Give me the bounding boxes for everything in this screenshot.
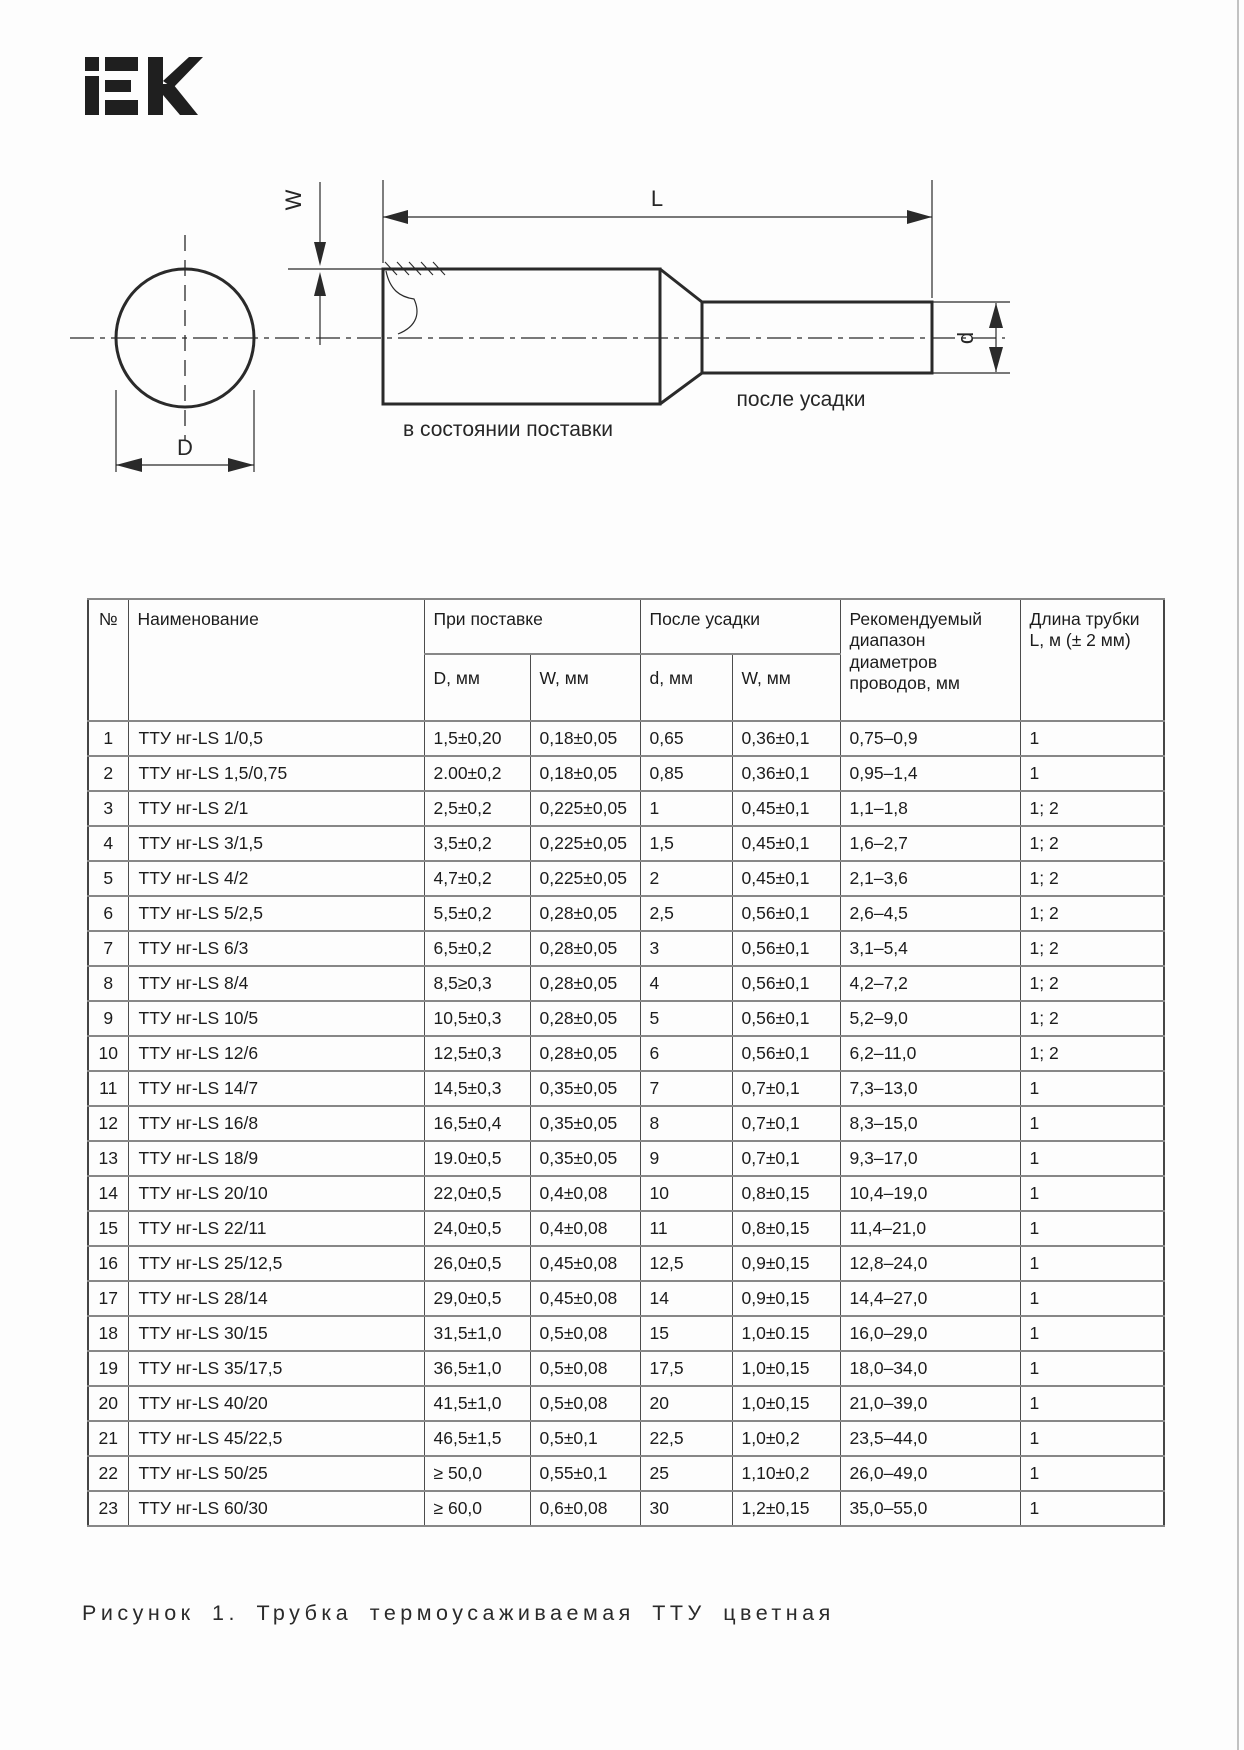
table-cell: ТТУ нг-LS 16/8 [128, 1106, 424, 1141]
table-row [88, 1351, 1164, 1386]
table-row [88, 931, 1164, 966]
table-cell: 4 [640, 966, 732, 1001]
table-cell: 0,56±0,1 [732, 966, 840, 1001]
table-row [88, 1176, 1164, 1211]
table-cell: 26,0–49,0 [840, 1456, 1020, 1491]
scan-edge-artifact [1237, 0, 1239, 1750]
table-cell: 1,5 [640, 826, 732, 861]
table-cell: 1 [1020, 1106, 1164, 1141]
col-header-tube-length: Длина трубки L, м (± 2 мм) [1020, 599, 1164, 721]
table-cell: 24,0±0,5 [424, 1211, 530, 1246]
table-cell: 1,5±0,20 [424, 721, 530, 756]
table-cell: 16,0–29,0 [840, 1316, 1020, 1351]
table-cell: 12,5 [640, 1246, 732, 1281]
table-cell: ТТУ нг-LS 40/20 [128, 1386, 424, 1421]
table-cell: 1 [1020, 1316, 1164, 1351]
table-cell: 41,5±1,0 [424, 1386, 530, 1421]
table-cell: 2,6–4,5 [840, 896, 1020, 931]
table-cell: 6 [88, 896, 128, 931]
table-cell: ТТУ нг-LS 18/9 [128, 1141, 424, 1176]
table-cell: 9,3–17,0 [840, 1141, 1020, 1176]
table-cell: 7 [640, 1071, 732, 1106]
table-cell: 16,5±0,4 [424, 1106, 530, 1141]
table-cell: 1; 2 [1020, 861, 1164, 896]
table-cell: 20 [640, 1386, 732, 1421]
col-subheader-D-supply: D, мм [424, 654, 530, 721]
table-cell: 1 [88, 721, 128, 756]
table-row [88, 1246, 1164, 1281]
table-cell: 1,6–2,7 [840, 826, 1020, 861]
table-cell: 0,36±0,1 [732, 721, 840, 756]
table-cell: 0,28±0,05 [530, 1001, 640, 1036]
dim-label-W: W [281, 189, 306, 211]
table-cell: 2 [640, 861, 732, 896]
table-cell: ТТУ нг-LS 1/0,5 [128, 721, 424, 756]
table-cell: 0,45±0,1 [732, 791, 840, 826]
table-cell: ТТУ нг-LS 10/5 [128, 1001, 424, 1036]
table-cell: 1; 2 [1020, 896, 1164, 931]
header-row-1 [88, 599, 1164, 654]
table-cell: ТТУ нг-LS 1,5/0,75 [128, 756, 424, 791]
table-cell: 46,5±1,5 [424, 1421, 530, 1456]
table-cell: 0,28±0,05 [530, 896, 640, 931]
table-cell: 0,95–1,4 [840, 756, 1020, 791]
table-cell: 1,1–1,8 [840, 791, 1020, 826]
table-cell: 1; 2 [1020, 966, 1164, 1001]
table-cell: 1 [1020, 1141, 1164, 1176]
table-cell: 0,28±0,05 [530, 966, 640, 1001]
table-row [88, 756, 1164, 791]
table-cell: 0,56±0,1 [732, 896, 840, 931]
dim-label-d: d [953, 331, 978, 345]
table-cell: 17,5 [640, 1351, 732, 1386]
technical-drawing [0, 140, 1244, 480]
table-cell: 1; 2 [1020, 931, 1164, 966]
table-cell: 10 [88, 1036, 128, 1071]
table-cell: 22,5 [640, 1421, 732, 1456]
dim-label-L: L [650, 186, 664, 211]
table-cell: 2,1–3,6 [840, 861, 1020, 896]
table-cell: 0,56±0,1 [732, 931, 840, 966]
wall-section-curve [386, 271, 417, 334]
table-cell: ≥ 50,0 [424, 1456, 530, 1491]
table-cell: 9 [640, 1141, 732, 1176]
col-subheader-W-after: W, мм [732, 654, 840, 721]
table-cell: 1,0±0,15 [732, 1386, 840, 1421]
table-cell: 0,35±0,05 [530, 1141, 640, 1176]
table-row [88, 1316, 1164, 1351]
table-cell: 0,5±0,08 [530, 1386, 640, 1421]
table-cell: 31,5±1,0 [424, 1316, 530, 1351]
table-cell: 0,75–0,9 [840, 721, 1020, 756]
col-subheader-d-after: d, мм [640, 654, 732, 721]
table-cell: 9 [88, 1001, 128, 1036]
table-cell: 0,28±0,05 [530, 1036, 640, 1071]
table-cell: 3 [88, 791, 128, 826]
table-cell: ≥ 60,0 [424, 1491, 530, 1526]
table-cell: 0,28±0,05 [530, 931, 640, 966]
table-cell: 5 [88, 861, 128, 896]
table-cell: 20 [88, 1386, 128, 1421]
table-cell: 0,7±0,1 [732, 1071, 840, 1106]
table-cell: 22 [88, 1456, 128, 1491]
table-row [88, 791, 1164, 826]
table-cell: 3,1–5,4 [840, 931, 1020, 966]
table-cell: 2 [88, 756, 128, 791]
iek-logo [85, 56, 203, 116]
table-cell: 0,7±0,1 [732, 1106, 840, 1141]
table-cell: 1; 2 [1020, 826, 1164, 861]
table-cell: ТТУ нг-LS 12/6 [128, 1036, 424, 1071]
table-cell: 26,0±0,5 [424, 1246, 530, 1281]
table-cell: 12,8–24,0 [840, 1246, 1020, 1281]
table-row [88, 896, 1164, 931]
table-cell: 0,4±0,08 [530, 1176, 640, 1211]
col-header-wire-range: Рекомендуемый диапазон диаметров проводов, мм [840, 599, 1020, 721]
table-cell: 11 [88, 1071, 128, 1106]
table-cell: 1 [1020, 756, 1164, 791]
table-cell: 14,4–27,0 [840, 1281, 1020, 1316]
table-cell: 18 [88, 1316, 128, 1351]
tube-taper-lines [660, 269, 702, 404]
table-cell: 21,0–39,0 [840, 1386, 1020, 1421]
table-row [88, 861, 1164, 896]
table-cell: 0,9±0,15 [732, 1281, 840, 1316]
table-cell: 1 [1020, 1246, 1164, 1281]
col-header-num: № [88, 599, 128, 721]
table-cell: ТТУ нг-LS 4/2 [128, 861, 424, 896]
table-cell: 30 [640, 1491, 732, 1526]
table-cell: ТТУ нг-LS 28/14 [128, 1281, 424, 1316]
table-cell: 0,45±0,08 [530, 1281, 640, 1316]
table-cell: 1 [1020, 721, 1164, 756]
table-cell: 12 [88, 1106, 128, 1141]
table-row [88, 1211, 1164, 1246]
table-cell: 0,225±0,05 [530, 861, 640, 896]
table-cell: 5,2–9,0 [840, 1001, 1020, 1036]
table-cell: 10,5±0,3 [424, 1001, 530, 1036]
table-cell: 1 [640, 791, 732, 826]
table-cell: 0,6±0,08 [530, 1491, 640, 1526]
table-cell: ТТУ нг-LS 50/25 [128, 1456, 424, 1491]
table-cell: 13 [88, 1141, 128, 1176]
table-cell: 1 [1020, 1386, 1164, 1421]
table-cell: 1; 2 [1020, 1001, 1164, 1036]
table-row [88, 721, 1164, 756]
table-cell: 0,55±0,1 [530, 1456, 640, 1491]
table-cell: 0,45±0,08 [530, 1246, 640, 1281]
table-cell: 0,5±0,1 [530, 1421, 640, 1456]
table-row [88, 1001, 1164, 1036]
table-cell: 29,0±0,5 [424, 1281, 530, 1316]
supply-state-label: в состоянии поставки [403, 418, 613, 441]
table-cell: 22,0±0,5 [424, 1176, 530, 1211]
table-cell: 11,4–21,0 [840, 1211, 1020, 1246]
table-cell: 36,5±1,0 [424, 1351, 530, 1386]
table-cell: 1,0±0,15 [732, 1351, 840, 1386]
table-cell: 1 [1020, 1281, 1164, 1316]
table-cell: 0,8±0,15 [732, 1176, 840, 1211]
table-cell: 8,3–15,0 [840, 1106, 1020, 1141]
table-cell: 0,9±0,15 [732, 1246, 840, 1281]
table-row [88, 966, 1164, 1001]
table-cell: 23,5–44,0 [840, 1421, 1020, 1456]
table-cell: 6,2–11,0 [840, 1036, 1020, 1071]
table-cell: 1; 2 [1020, 791, 1164, 826]
spec-table-body [88, 721, 1164, 1526]
table-cell: 14 [88, 1176, 128, 1211]
table-row [88, 1491, 1164, 1526]
table-cell: 0,5±0,08 [530, 1316, 640, 1351]
table-cell: 1,0±0,2 [732, 1421, 840, 1456]
table-row [88, 1106, 1164, 1141]
table-cell: 0,18±0,05 [530, 721, 640, 756]
table-cell: 8 [88, 966, 128, 1001]
table-cell: 5,5±0,2 [424, 896, 530, 931]
table-cell: 1 [1020, 1211, 1164, 1246]
table-cell: ТТУ нг-LS 2/1 [128, 791, 424, 826]
table-row [88, 1141, 1164, 1176]
table-cell: 0,35±0,05 [530, 1071, 640, 1106]
table-cell: 0,4±0,08 [530, 1211, 640, 1246]
table-cell: 0,45±0,1 [732, 861, 840, 896]
table-cell: 0,56±0,1 [732, 1001, 840, 1036]
table-cell: ТТУ нг-LS 25/12,5 [128, 1246, 424, 1281]
table-cell: 1 [1020, 1491, 1164, 1526]
table-cell: 2,5±0,2 [424, 791, 530, 826]
table-cell: 1 [1020, 1071, 1164, 1106]
table-cell: 25 [640, 1456, 732, 1491]
col-header-supply: При поставке [424, 599, 640, 654]
table-cell: 4,2–7,2 [840, 966, 1020, 1001]
table-cell: ТТУ нг-LS 20/10 [128, 1176, 424, 1211]
table-cell: 0,18±0,05 [530, 756, 640, 791]
table-cell: 0,7±0,1 [732, 1141, 840, 1176]
table-cell: 0,45±0,1 [732, 826, 840, 861]
table-cell: 1,2±0,15 [732, 1491, 840, 1526]
table-cell: ТТУ нг-LS 5/2,5 [128, 896, 424, 931]
table-cell: 12,5±0,3 [424, 1036, 530, 1071]
table-cell: 0,35±0,05 [530, 1106, 640, 1141]
table-cell: ТТУ нг-LS 30/15 [128, 1316, 424, 1351]
table-cell: 35,0–55,0 [840, 1491, 1020, 1526]
table-cell: 2,5 [640, 896, 732, 931]
table-cell: 19 [88, 1351, 128, 1386]
table-cell: 15 [640, 1316, 732, 1351]
table-row [88, 1421, 1164, 1456]
table-cell: 6 [640, 1036, 732, 1071]
table-cell: 4,7±0,2 [424, 861, 530, 896]
col-header-name: Наименование [128, 599, 424, 721]
table-cell: 0,225±0,05 [530, 791, 640, 826]
table-cell: 1 [1020, 1351, 1164, 1386]
table-cell: 8,5≥0,3 [424, 966, 530, 1001]
table-cell: 21 [88, 1421, 128, 1456]
table-cell: 6,5±0,2 [424, 931, 530, 966]
table-cell: 1 [1020, 1421, 1164, 1456]
table-cell: ТТУ нг-LS 60/30 [128, 1491, 424, 1526]
table-cell: ТТУ нг-LS 35/17,5 [128, 1351, 424, 1386]
table-row [88, 1386, 1164, 1421]
table-cell: 14 [640, 1281, 732, 1316]
table-cell: 1 [1020, 1176, 1164, 1211]
table-cell: 0,5±0,08 [530, 1351, 640, 1386]
table-cell: 15 [88, 1211, 128, 1246]
table-cell: 1; 2 [1020, 1036, 1164, 1071]
col-subheader-W-supply: W, мм [530, 654, 640, 721]
table-row [88, 1071, 1164, 1106]
table-cell: 3,5±0,2 [424, 826, 530, 861]
table-cell: 8 [640, 1106, 732, 1141]
table-cell: 0,65 [640, 721, 732, 756]
table-cell: 0,56±0,1 [732, 1036, 840, 1071]
table-cell: 19.0±0,5 [424, 1141, 530, 1176]
table-cell: 18,0–34,0 [840, 1351, 1020, 1386]
spec-table-head [88, 599, 1164, 721]
table-cell: ТТУ нг-LS 14/7 [128, 1071, 424, 1106]
table-cell: 7 [88, 931, 128, 966]
table-cell: 11 [640, 1211, 732, 1246]
table-cell: ТТУ нг-LS 6/3 [128, 931, 424, 966]
after-shrink-label: после усадки [736, 388, 866, 411]
table-cell: ТТУ нг-LS 8/4 [128, 966, 424, 1001]
table-cell: 17 [88, 1281, 128, 1316]
table-row [88, 1036, 1164, 1071]
tube-supply-outline [383, 269, 660, 404]
table-cell: 1,0±0.15 [732, 1316, 840, 1351]
dim-label-D: D [177, 435, 193, 460]
table-row [88, 1456, 1164, 1491]
table-cell: 23 [88, 1491, 128, 1526]
figure-caption: Рисунок 1. Трубка термоусаживаемая ТТУ цветная [82, 1601, 835, 1625]
table-cell: 0,8±0,15 [732, 1211, 840, 1246]
table-cell: 0,85 [640, 756, 732, 791]
spec-table [87, 598, 1165, 1527]
table-cell: ТТУ нг-LS 45/22,5 [128, 1421, 424, 1456]
table-cell: 2.00±0,2 [424, 756, 530, 791]
table-cell: 5 [640, 1001, 732, 1036]
table-cell: 3 [640, 931, 732, 966]
table-cell: 1 [1020, 1456, 1164, 1491]
table-cell: 10,4–19,0 [840, 1176, 1020, 1211]
table-cell: 1,10±0,2 [732, 1456, 840, 1491]
table-cell: ТТУ нг-LS 22/11 [128, 1211, 424, 1246]
table-cell: 7,3–13,0 [840, 1071, 1020, 1106]
table-cell: 0,36±0,1 [732, 756, 840, 791]
table-cell: 16 [88, 1246, 128, 1281]
iek-logo-glyphs [85, 57, 203, 115]
table-cell: 10 [640, 1176, 732, 1211]
col-header-after-shrink: После усадки [640, 599, 840, 654]
table-cell: 4 [88, 826, 128, 861]
table-row [88, 1281, 1164, 1316]
table-cell: 0,225±0,05 [530, 826, 640, 861]
table-cell: 14,5±0,3 [424, 1071, 530, 1106]
table-row [88, 826, 1164, 861]
table-cell: ТТУ нг-LS 3/1,5 [128, 826, 424, 861]
